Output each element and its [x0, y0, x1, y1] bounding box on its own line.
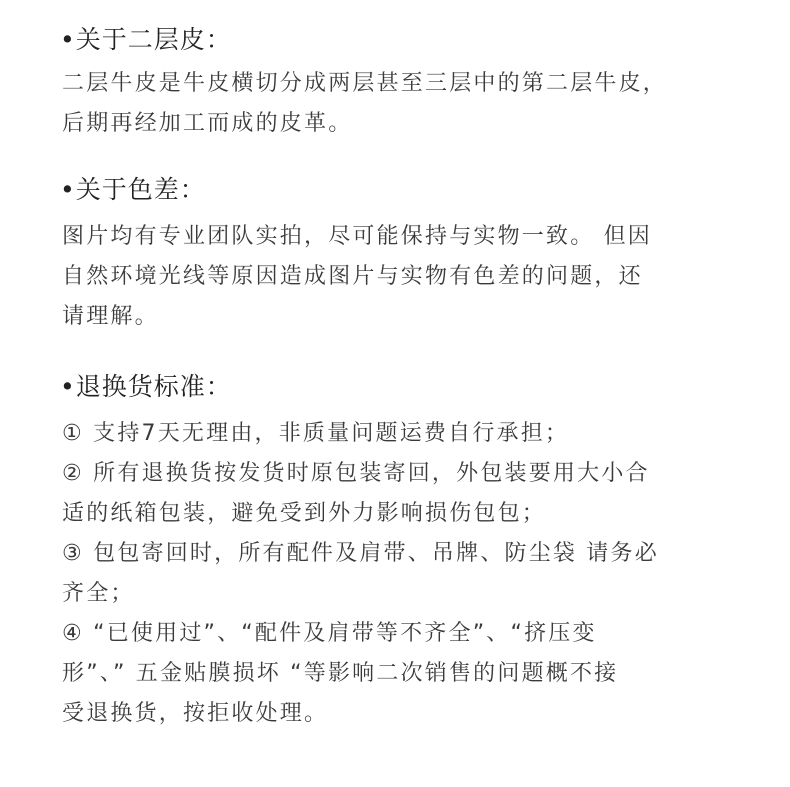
section-heading-color-difference: •关于色差：: [60, 175, 206, 204]
text-line: 齐全；: [62, 581, 135, 606]
text-line: ① 支持7天无理由，非质量问题运费自行承担；: [62, 421, 570, 446]
text-line: ④ “已使用过”、“配件及肩带等不齐全”、“挤压变: [62, 621, 597, 646]
section-heading-split-leather: •关于二层皮：: [60, 25, 232, 54]
section-text-return-policy: [62, 414, 742, 734]
text-line: 形”、” 五金贴膜损坏 “等影响二次销售的问题概不接: [62, 661, 619, 686]
text-line: ③ 包包寄回时，所有配件及肩带、吊牌、防尘袋 请务必: [62, 541, 659, 566]
text-line: 后期再经加工而成的皮革。: [62, 111, 353, 136]
text-line: 适的纸箱包装，避免受到外力影响损伤包包；: [62, 501, 547, 526]
section-text-color-difference: [62, 217, 742, 337]
section-text-split-leather: [62, 64, 742, 144]
text-line: 图片均有专业团队实拍，尽可能保持与实物一致。 但因: [62, 224, 652, 249]
text-line: 自然环境光线等原因造成图片与实物有色差的问题，还: [62, 264, 643, 289]
text-line: 受退换货，按拒收处理。: [62, 701, 329, 726]
section-heading-return-policy: •退换货标准：: [60, 372, 232, 401]
text-line: ② 所有退换货按发货时原包装寄回，外包装要用大小合: [62, 461, 650, 486]
text-line: 请理解。: [62, 304, 159, 329]
text-line: 二层牛皮是牛皮横切分成两层甚至三层中的第二层牛皮，: [62, 71, 668, 96]
